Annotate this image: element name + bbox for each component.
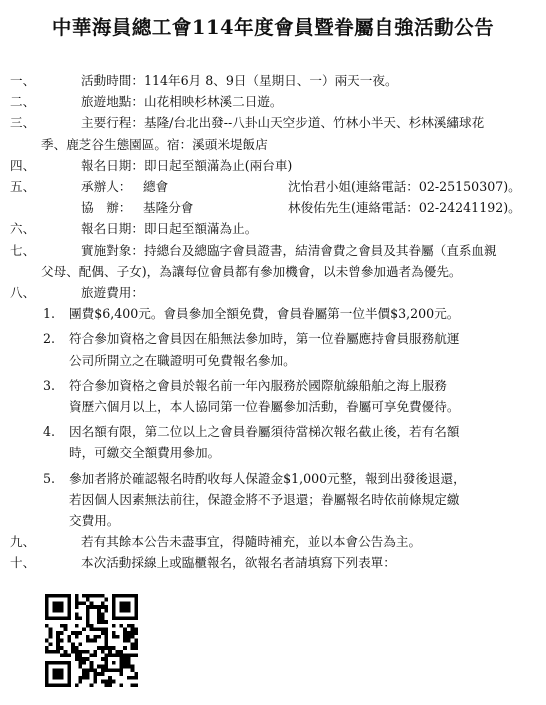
list-item-line — [10, 531, 530, 552]
list-item — [10, 155, 530, 176]
list-item — [10, 112, 530, 154]
fee-list — [10, 303, 530, 531]
list-item-line — [10, 282, 530, 303]
item-number: 五、 — [10, 179, 36, 195]
co-organizer-heading: 協 辦： — [81, 200, 132, 216]
list-item-line — [10, 552, 530, 573]
item-text: 若有其餘本公告未盡事宜，得隨時補充，並以本會公告為主。 — [81, 534, 422, 550]
fee-item — [43, 375, 530, 417]
fee-text — [69, 421, 530, 463]
list-item — [10, 552, 530, 573]
list-item-line — [10, 155, 530, 176]
qr-code-image[interactable] — [45, 594, 138, 687]
fee-text-line: 團費$6,400元。會員參加全額免費，會員眷屬第一位半價$3,200元。 — [69, 306, 460, 322]
fee-text-line: 參加者將於確認報名時酌收每人保證金$1,000元整，報到出發後退還， — [69, 470, 466, 486]
item-text-continued: 父母、配偶、子女)，為讓每位會員都有參加機會，以未曾參加過者為優先。 — [41, 263, 462, 279]
item-number: 九、 — [10, 534, 36, 550]
list-item — [10, 91, 530, 112]
fee-item — [43, 468, 530, 532]
fee-number: 3. — [43, 377, 56, 393]
item-text: 本次活動採線上或臨櫃報名，欲報名者請填寫下列表單： — [81, 555, 396, 571]
item-text: 主要行程：基隆/台北出發--八卦山天空步道、竹林小半天、杉林溪繡球花 — [81, 115, 485, 131]
organizer-main: 總會 — [143, 179, 169, 195]
fee-text — [69, 468, 530, 532]
organizer-heading: 承辦人： — [81, 179, 132, 195]
item-text: 旅遊地點：山花相映杉林溪二日遊。 — [81, 94, 283, 110]
item-number: 七、 — [10, 242, 36, 258]
co-organizer: 基隆分會 — [143, 200, 194, 216]
fee-text-line: 公司所開立之在職證明可免費報名參加。 — [69, 352, 296, 368]
fee-text — [69, 303, 530, 324]
list-item — [10, 240, 530, 282]
fee-item — [43, 328, 530, 370]
page-title: 中華海員總工會114年度會員暨眷屬自強活動公告 — [51, 16, 495, 39]
item-number: 一、 — [10, 73, 36, 88]
item-text: 報名日期：即日起至額滿為止。 — [81, 221, 258, 237]
fee-number: 1. — [43, 306, 56, 322]
list-item — [10, 70, 530, 91]
fee-text-line: 若因個人因素無法前往，保證金將不予退還；眷屬報名時依前條規定繳 — [69, 491, 460, 507]
co-organizer-contact: 林俊佑先生(連絡電話：02-24241192)。 — [288, 200, 521, 216]
list-item-line — [10, 112, 530, 133]
item-text: 活動時間：114年6月 8、9日（星期日、一）兩天一夜。 — [81, 73, 398, 88]
fee-number: 5. — [43, 470, 56, 486]
item-text: 報名日期：即日起至額滿為止(兩台車) — [81, 157, 293, 173]
item-text: 旅遊費用： — [81, 285, 144, 301]
fee-item — [43, 303, 530, 324]
fee-text-line: 資歷六個月以上，本人協同第一位眷屬參加活動，眷屬可享免費優待。 — [69, 399, 460, 415]
fee-text-line: 符合參加資格之會員於報名前一年內服務於國際航線船舶之海上服務 — [69, 377, 447, 393]
list-item — [10, 218, 530, 239]
fee-text-line: 時，可繳交全額費用參加。 — [69, 445, 221, 461]
list-item-line — [10, 218, 530, 239]
list-item-line — [10, 70, 530, 91]
item-number: 十、 — [10, 555, 36, 571]
item-number: 二、 — [10, 94, 36, 110]
item-number: 八、 — [10, 285, 36, 301]
list-item-line — [10, 240, 530, 261]
item-number: 四、 — [10, 157, 36, 173]
item-number: 六、 — [10, 221, 36, 237]
fee-text-line: 因名額有限，第二位以上之會員眷屬須待當梯次報名截止後，若有名額 — [69, 424, 460, 440]
fee-text — [69, 375, 530, 417]
fee-text — [69, 328, 530, 370]
list-item — [10, 282, 530, 303]
item-text: 實施對象：持總台及總臨字會員證書，結清會費之會員及其眷屬（直系血親 — [81, 242, 497, 258]
list-item-line — [10, 91, 530, 112]
item-number: 三、 — [10, 115, 36, 131]
fee-number: 2. — [43, 331, 56, 347]
list-item — [10, 531, 530, 552]
fee-number: 4. — [43, 424, 56, 440]
item-organizers — [10, 176, 530, 218]
fee-text-line: 符合參加資格之會員因在船無法參加時，第一位眷屬應持會員服務航運 — [69, 331, 460, 347]
fee-text-line: 交費用。 — [69, 513, 120, 529]
organizer-main-contact: 沈怡君小姐(連絡電話：02-25150307)。 — [288, 179, 521, 195]
fee-item — [43, 421, 530, 463]
item-text-continued: 季、鹿芝谷生態園區。宿：溪頭米堤飯店 — [41, 136, 268, 152]
announcement-body — [10, 70, 530, 574]
